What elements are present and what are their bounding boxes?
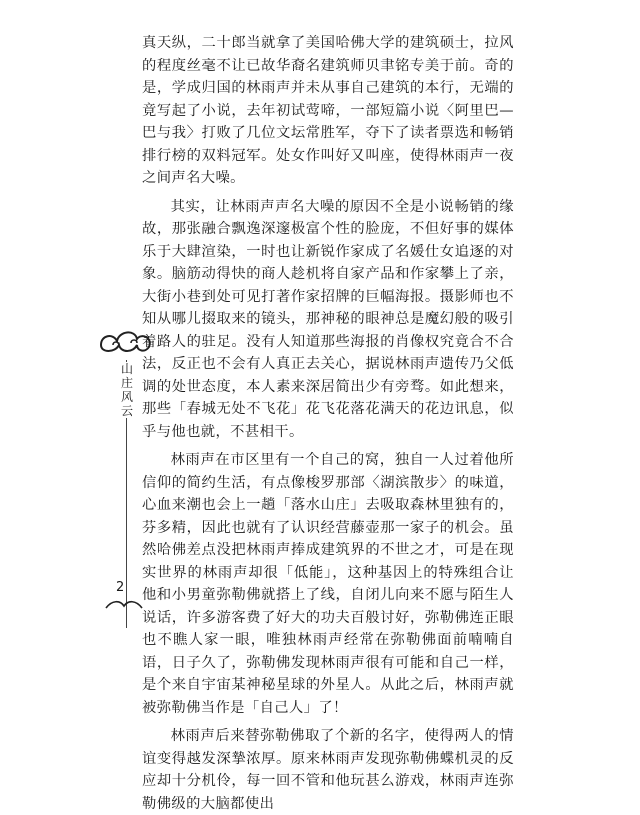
paragraph-3: 林雨声在市区里有一个自己的窝，独自一人过着他所信仰的简约生活，有点像梭罗那部〈湖滨散步〉的味道，心血来潮也会上一趟「落水山庄」去吸取森林里独有的，芬多精，因此也就有了认识经营藤壶那一家子的机会。虽然哈佛差点没把林雨声捧成建筑界的不世之才，可是在现实世界的林雨声却很「低能」，这种基因上的特殊组合让他和小男童弥勒佛就搭上了线，自闭儿向来不愿与陌生人说话，许多游客费了好大的功夫百般讨好，弥勒佛连正眼也不瞧人家一眼，唯独林雨声经常在弥勒佛面前喃喃自语，日子久了，弥勒佛发现林雨声很有可能和自己一样，是个来自宇宙某神秘星球的外星人。从此之后，林雨声就被弥勒佛当作是「自己人」了！ [142, 452, 514, 716]
body-text [142, 32, 514, 815]
page-number: 2 [116, 580, 125, 595]
paragraph-1: 真天纵，二十郎当就拿了美国哈佛大学的建筑硕士，拉风的程度丝毫不让已故华裔名建筑师贝聿铭专美于前。奇的是，学成归国的林雨声并未从事自己建筑的本行，无端的竟写起了小说，去年初试莺啼，一部短篇小说〈阿里巴—巴与我〉打败了几位文坛常胜军，夺下了读者票选和畅销排行榜的双料冠军。处女作叫好又叫座，使得林雨声一夜之间声名大噪。 [142, 35, 514, 186]
paragraph-2: 其实，让林雨声声名大噪的原因不全是小说畅销的缘故，那张融合飘逸深邃极富个性的脸庞，不但好事的媒体乐于大肆渲染，一时也让新锐作家成了名媛仕女追逐的对象。脑筋动得快的商人趁机将自家产品和作家攀上了亲，大街小巷到处可见打著作家招牌的巨幅海报。摄影师也不知从哪儿掇取来的镜头，那神秘的眼神总是魔幻般的吸引着路人的驻足。没有人知道那些海报的肖像权究竟合不合法，反正也不会有人真正去关心，据说林雨声遗传乃父低调的处世态度，本人素来深居简出少有旁骛。如此想来，那些「春城无处不飞花」花飞花落花满天的花边讯息，似乎与他也就，不甚相干。 [142, 198, 514, 440]
footer-ornament-icon [104, 598, 144, 612]
paragraph-4: 林雨声后来替弥勒佛取了个新的名字，使得两人的情谊变得越发深摯浓厚。原来林雨声发现弥勒佛蝶机灵的反应却十分机伶，每一回不管和他玩甚么游戏，林雨声连弥勒佛级的大脑都使出 [142, 728, 514, 812]
running-head: 山庄风云 [118, 362, 136, 418]
cloud-ornament-icon [97, 325, 155, 357]
